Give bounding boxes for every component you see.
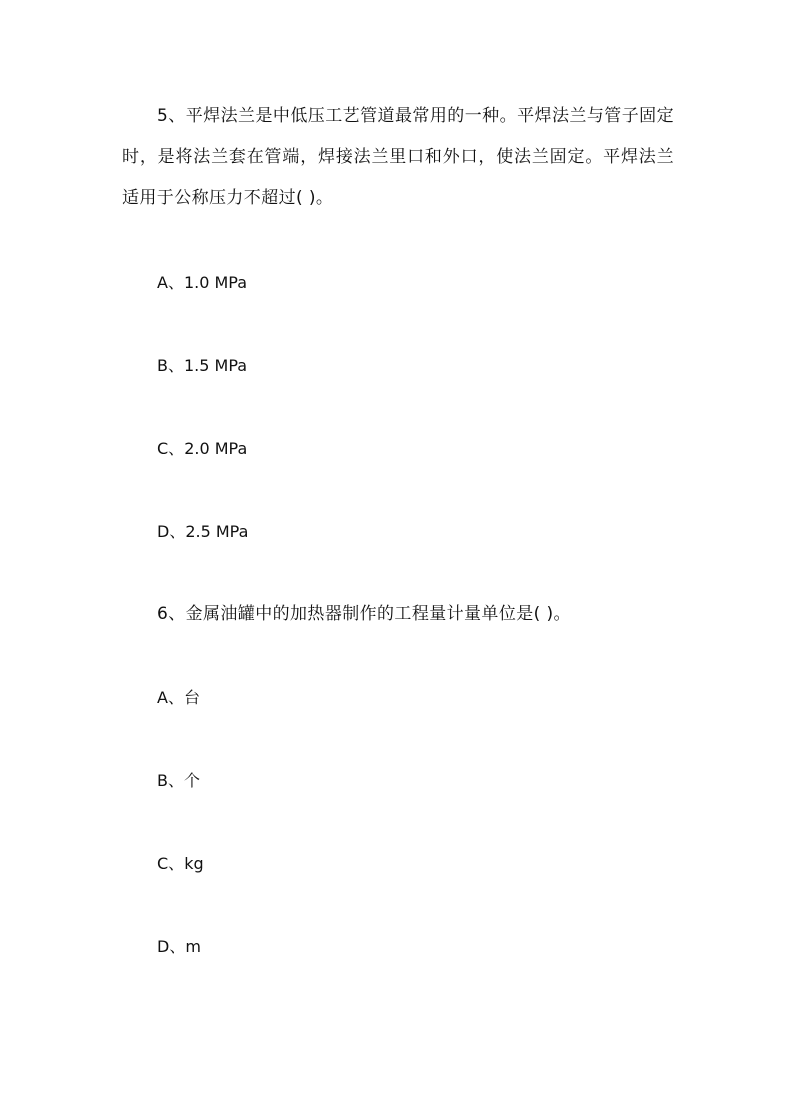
option-letter: A、	[157, 273, 184, 292]
option-letter: C、	[157, 854, 185, 873]
option-text: m	[185, 937, 201, 956]
question-5-option-c	[157, 438, 247, 460]
question-6-option-c	[157, 853, 204, 875]
option-letter: A、	[157, 688, 184, 707]
option-letter: D、	[157, 522, 186, 541]
option-text: kg	[184, 854, 204, 873]
option-letter: B、	[157, 771, 184, 790]
question-5-text: 5、平焊法兰是中低压工艺管道最常用的一种。平焊法兰与管子固定时，是将法兰套在管端，焊接法兰里口和外口，使法兰固定。平焊法兰适用于公称压力不超过( )。	[122, 106, 674, 208]
option-text: 1.0 MPa	[183, 273, 248, 292]
option-text: 1.5 MPa	[183, 356, 248, 375]
option-text: 个	[183, 771, 200, 790]
question-6-option-b	[157, 770, 200, 792]
option-letter: B、	[157, 356, 184, 375]
question-5-option-d	[157, 521, 248, 543]
option-text: 2.0 MPa	[184, 439, 248, 458]
question-5-option-b	[157, 355, 247, 377]
question-5-option-a	[157, 272, 247, 294]
option-text: 2.5 MPa	[185, 522, 249, 541]
option-letter: D、	[157, 937, 186, 956]
question-6-option-a	[157, 687, 200, 709]
option-text: 台	[183, 688, 200, 707]
option-letter: C、	[157, 439, 185, 458]
question-6-text: 6、金属油罐中的加热器制作的工程量计量单位是( )。	[157, 604, 571, 624]
question-6-option-d	[157, 936, 201, 958]
